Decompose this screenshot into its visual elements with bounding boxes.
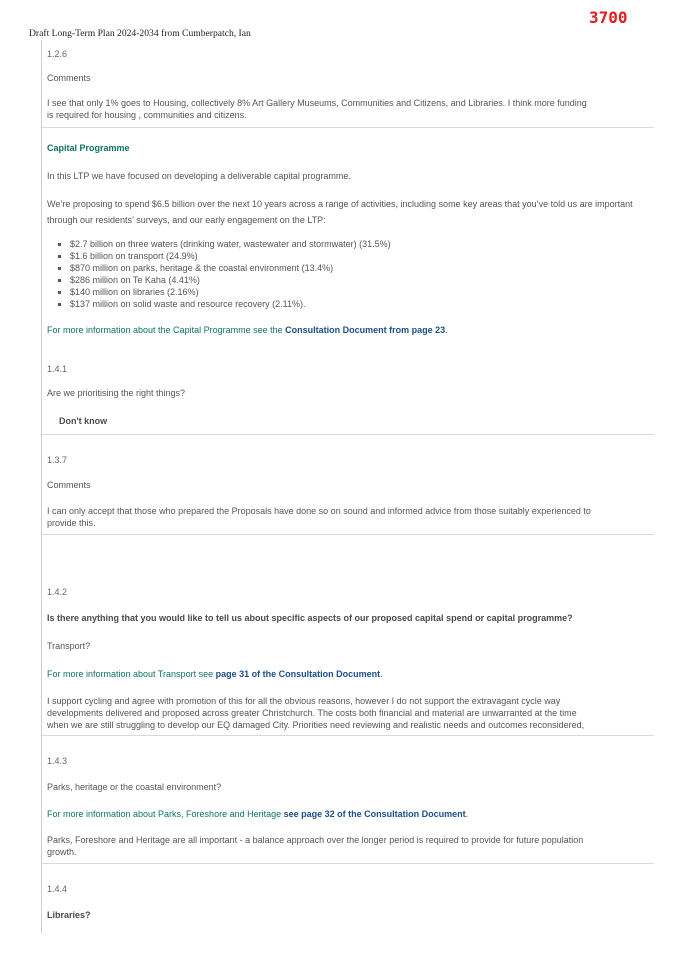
- list-item: ▪ $286 million on Te Kaha (4.41%): [70, 274, 391, 286]
- section-number-1-4-1: 1.4.1: [47, 364, 68, 374]
- comment-text-line: I see that only 1% goes to Housing, collectively 8% Art Gallery Museums, Communities and Citizens, and Libraries. I think more funding: [47, 98, 587, 108]
- consultation-document-link[interactable]: page 31 of the Consultation Document: [215, 669, 381, 679]
- comment-text-line: is required for housing , communities and citizens.: [47, 110, 247, 120]
- capital-paragraph-line: We’re proposing to spend $6.5 billion over the next 10 years across a range of activities, including some key areas that you’ve told us are important: [47, 199, 633, 209]
- transport-answer-line: I support cycling and agree with promotion of this for all the obvious reasons, however I do not support the extravagant cycle way: [47, 696, 561, 706]
- parks-more-info: [47, 808, 468, 820]
- section-number-1-4-2: 1.4.2: [47, 587, 68, 597]
- section-divider: [42, 127, 654, 128]
- comment-text-line: provide this.: [47, 518, 96, 528]
- capital-programme-title: Capital Programme: [47, 143, 130, 153]
- submission-content: [41, 40, 654, 933]
- list-item: ▪ $1.6 billion on transport (24.9%): [70, 250, 391, 262]
- parks-answer-line: growth.: [47, 847, 77, 857]
- list-item: ▪ $137 million on solid waste and resource recovery (2.11%).: [70, 298, 391, 310]
- comments-label: Comments: [47, 480, 91, 490]
- question-capital-spend: Is there anything that you would like to tell us about specific aspects of our proposed capital spend or capital programme?: [47, 613, 573, 623]
- question-prioritising: Are we prioritising the right things?: [47, 388, 186, 398]
- section-number-1-4-4: 1.4.4: [47, 884, 68, 894]
- more-info-text: For more information about Transport see: [47, 669, 216, 679]
- transport-answer-line: developments delivered and proposed across greater Christchurch. The costs both financial and material are unwarranted at the time: [47, 708, 577, 718]
- parks-answer-line: Parks, Foreshore and Heritage are all important - a balance approach over the longer period is required to provide for future population: [47, 835, 584, 845]
- parks-question: Parks, heritage or the coastal environment?: [47, 782, 222, 792]
- transport-question: Transport?: [47, 641, 91, 651]
- list-item: ▪ $140 million on libraries (2.16%): [70, 286, 391, 298]
- consultation-document-link[interactable]: Consultation Document from page 23: [285, 325, 446, 335]
- answer-value: Don't know: [59, 416, 108, 426]
- capital-intro: In this LTP we have focused on developing a deliverable capital programme.: [47, 171, 351, 181]
- section-divider: [42, 534, 654, 535]
- libraries-question: Libraries?: [47, 910, 91, 920]
- comments-label: Comments: [47, 73, 91, 83]
- more-info-text: For more information about the Capital Programme see the: [47, 325, 286, 335]
- page-number: 3700: [589, 8, 628, 27]
- section-number-1-4-3: 1.4.3: [47, 756, 68, 766]
- more-info-suffix: .: [380, 669, 383, 679]
- list-item: ▪ $870 million on parks, heritage & the coastal environment (13.4%): [70, 262, 391, 274]
- transport-answer-line: when we are still struggling to develop our EQ damaged City. Priorities need reviewing and realistic needs and outcomes reconsidered,: [47, 720, 585, 730]
- capital-spend-list: [54, 238, 391, 310]
- section-number-1-3-7: 1.3.7: [47, 455, 68, 465]
- section-divider: [42, 863, 654, 864]
- comment-text-line: I can only accept that those who prepared the Proposals have done so on sound and informed advice from those suitably experienced to: [47, 506, 591, 516]
- section-number-1-2-6: 1.2.6: [47, 49, 68, 59]
- more-info-suffix: .: [445, 325, 448, 335]
- capital-more-info: [47, 324, 448, 336]
- list-item: ▪ $2.7 billion on three waters (drinking water, wastewater and stormwater) (31.5%): [70, 238, 391, 250]
- transport-more-info: [47, 668, 383, 680]
- document-header: Draft Long-Term Plan 2024-2034 from Cumberpatch, Ian: [29, 28, 251, 39]
- capital-paragraph-line: through our residents’ surveys, and our early engagement on the LTP:: [47, 215, 326, 225]
- more-info-suffix: .: [465, 809, 469, 819]
- consultation-document-link[interactable]: see page 32 of the Consultation Document: [283, 809, 466, 819]
- section-divider: [42, 735, 654, 736]
- more-info-text: For more information about Parks, Foreshore and Heritage: [47, 809, 284, 819]
- section-divider: [42, 434, 654, 435]
